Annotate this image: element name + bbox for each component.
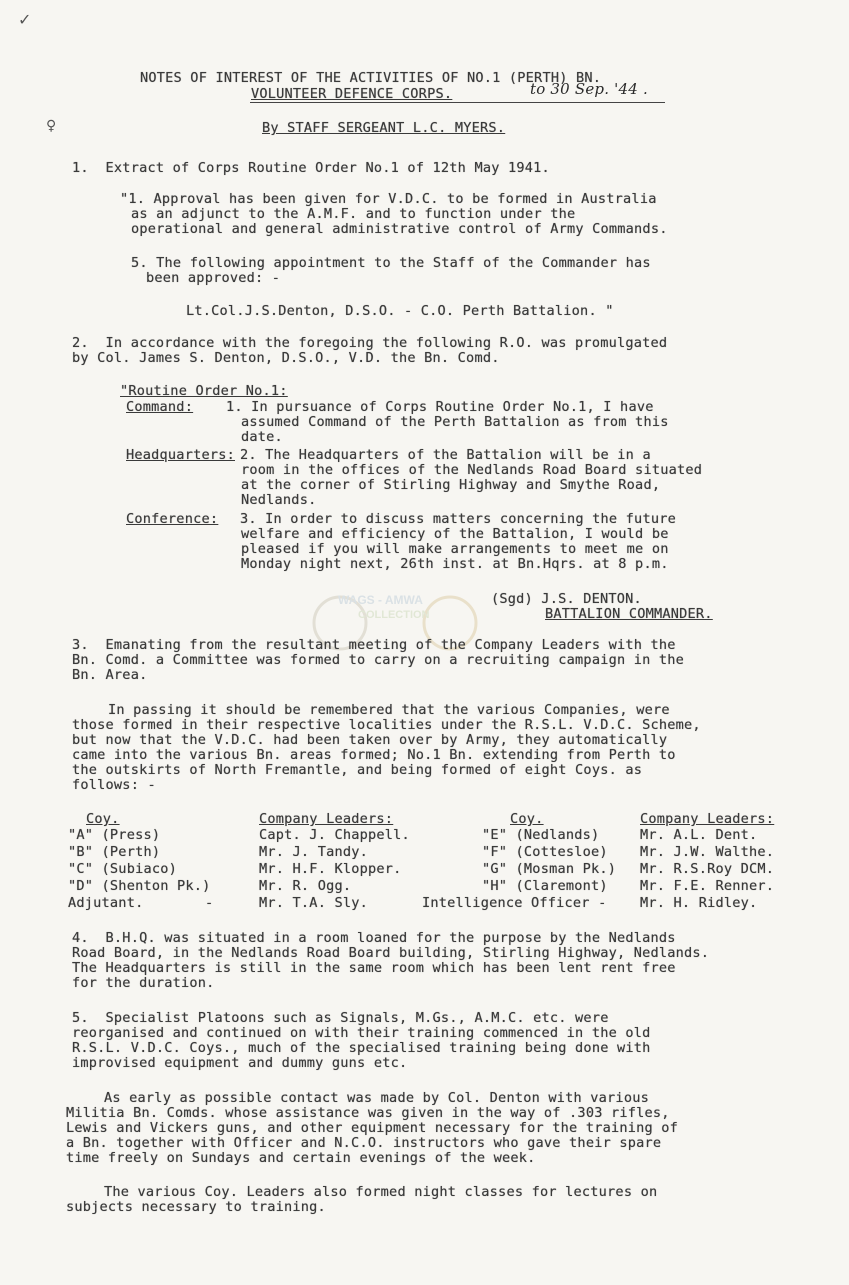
header-company-leaders-2: Company Leaders:: [640, 811, 775, 827]
handwritten-date-note: to 30 Sep. '44 .: [530, 80, 648, 98]
company-d-leader: Mr. R. Ogg.: [259, 878, 352, 894]
conference-label: Conference:: [126, 511, 219, 527]
command-line1: 1. In pursuance of Corps Routine Order No.1, I have: [226, 399, 654, 415]
company-c: "C" (Subiaco): [68, 861, 177, 877]
section1-heading: 1. Extract of Corps Routine Order No.1 of 12th May 1941.: [72, 160, 550, 176]
header-coy-2: Coy.: [510, 811, 544, 827]
section4-line3: The Headquarters is still in the same room which has been lent rent free: [72, 960, 676, 976]
header-coy: Coy.: [86, 811, 120, 827]
section5-para2-line2: Militia Bn. Comds. whose assistance was given in the way of .303 rifles,: [66, 1105, 670, 1121]
section3-para-line2: those formed in their respective localities under the R.S.L. V.D.C. Scheme,: [72, 717, 701, 733]
company-h: "H" (Claremont): [482, 878, 608, 894]
adjutant-label: Adjutant.: [68, 895, 144, 911]
section4-line1: 4. B.H.Q. was situated in a room loaned for the purpose by the Nedlands: [72, 930, 676, 946]
intelligence-officer-name: Mr. H. Ridley.: [640, 895, 758, 911]
adjutant-name: Mr. T.A. Sly.: [259, 895, 368, 911]
company-b: "B" (Perth): [68, 844, 161, 860]
section3-para-line1: In passing it should be remembered that the various Companies, were: [108, 702, 670, 718]
signature-title: BATTALION COMMANDER.: [545, 606, 713, 622]
section5-para3-line1: The various Coy. Leaders also formed night classes for lectures on: [104, 1184, 658, 1200]
headquarters-line3: at the corner of Stirling Highway and Smythe Road,: [241, 477, 661, 493]
section5-para2-line1: As early as possible contact was made by Col. Denton with various: [104, 1090, 649, 1106]
company-g-leader: Mr. R.S.Roy DCM.: [640, 861, 775, 877]
adjutant-dash: -: [205, 895, 214, 911]
company-b-leader: Mr. J. Tandy.: [259, 844, 368, 860]
section2-line1: 2. In accordance with the foregoing the following R.O. was promulgated: [72, 335, 668, 351]
section5-para2-line4: a Bn. together with Officer and N.C.O. instructors who gave their spare: [66, 1135, 662, 1151]
section5-para3-line2: subjects necessary to training.: [66, 1199, 326, 1215]
routine-order-title: "Routine Order No.1:: [120, 383, 288, 399]
conference-line3: pleased if you will make arrangements to meet me on: [241, 541, 669, 557]
document-title-line2: VOLUNTEER DEFENCE CORPS.: [251, 86, 453, 102]
company-c-leader: Mr. H.F. Klopper.: [259, 861, 402, 877]
section5-line1: 5. Specialist Platoons such as Signals, M.Gs., A.M.C. etc. were: [72, 1010, 609, 1026]
watermark-line1: WAGS - AMWA: [338, 593, 423, 607]
section5-line2: reorganised and continued on with their training commenced in the old: [72, 1025, 651, 1041]
company-f-leader: Mr. J.W. Walthe.: [640, 844, 775, 860]
section5-para2-line5: time freely on Sundays and certain evenings of the week.: [66, 1150, 536, 1166]
section3-para-line5: the outskirts of North Fremantle, and being formed of eight Coys. as: [72, 762, 643, 778]
command-line3: date.: [241, 429, 283, 445]
headquarters-line4: Nedlands.: [241, 492, 317, 508]
section5-line4: improvised equipment and dummy guns etc.: [72, 1055, 408, 1071]
document-byline: By STAFF SERGEANT L.C. MYERS.: [262, 120, 506, 136]
corner-pen-mark: ✓: [18, 10, 32, 29]
section4-line4: for the duration.: [72, 975, 215, 991]
conference-line2: welfare and efficiency of the Battalion, I would be: [241, 526, 669, 542]
margin-pin-mark: ♀: [46, 118, 57, 134]
headquarters-line1: 2. The Headquarters of the Battalion will be in a: [240, 447, 651, 463]
section3-line2: Bn. Comd. a Committee was formed to carry on a recruiting campaign in the: [72, 652, 685, 668]
headquarters-line2: room in the offices of the Nedlands Road Board situated: [241, 462, 703, 478]
company-g: "G" (Mosman Pk.): [482, 861, 617, 877]
section1-para5-line1: 5. The following appointment to the Staff of the Commander has: [131, 255, 651, 271]
section5-line3: R.S.L. V.D.C. Coys., much of the specialised training being done with: [72, 1040, 651, 1056]
header-company-leaders: Company Leaders:: [259, 811, 394, 827]
company-h-leader: Mr. F.E. Renner.: [640, 878, 775, 894]
intelligence-officer-label: Intelligence Officer -: [422, 895, 607, 911]
section3-para-line3: but now that the V.D.C. had been taken over by Army, they automatically: [72, 732, 668, 748]
title-underline: [250, 102, 665, 103]
section1-para1-line1: "1. Approval has been given for V.D.C. to be formed in Australia: [120, 191, 657, 207]
section3-para-line6: follows: -: [72, 777, 156, 793]
section5-para2-line3: Lewis and Vickers guns, and other equipment necessary for the training of: [66, 1120, 679, 1136]
section1-para1-line3: operational and general administrative control of Army Commands.: [131, 221, 668, 237]
company-a-leader: Capt. J. Chappell.: [259, 827, 410, 843]
company-d: "D" (Shenton Pk.): [68, 878, 211, 894]
section1-para1-line2: as an adjunct to the A.M.F. and to function under the: [131, 206, 576, 222]
command-line2: assumed Command of the Perth Battalion as from this: [241, 414, 669, 430]
headquarters-label: Headquarters:: [126, 447, 235, 463]
section1-appointment: Lt.Col.J.S.Denton, D.S.O. - C.O. Perth Battalion. ": [186, 303, 614, 319]
section3-line3: Bn. Area.: [72, 667, 148, 683]
watermark-line2: COLLECTION: [358, 609, 430, 621]
section1-para5-line2: been approved: -: [146, 270, 281, 286]
conference-line1: 3. In order to discuss matters concerning the future: [240, 511, 676, 527]
company-e: "E" (Nedlands): [482, 827, 600, 843]
conference-line4: Monday night next, 26th inst. at Bn.Hqrs. at 8 p.m.: [241, 556, 669, 572]
company-a: "A" (Press): [68, 827, 161, 843]
command-label: Command:: [126, 399, 194, 415]
company-e-leader: Mr. A.L. Dent.: [640, 827, 758, 843]
signature-line: (Sgd) J.S. DENTON.: [491, 591, 642, 607]
section2-line2: by Col. James S. Denton, D.S.O., V.D. the Bn. Comd.: [72, 350, 500, 366]
company-f: "F" (Cottesloe): [482, 844, 608, 860]
section3-line1: 3. Emanating from the resultant meeting of the Company Leaders with the: [72, 637, 676, 653]
section4-line2: Road Board, in the Nedlands Road Board building, Stirling Highway, Nedlands.: [72, 945, 710, 961]
section3-para-line4: came into the various Bn. areas formed; No.1 Bn. extending from Perth to: [72, 747, 676, 763]
document-title-line1: NOTES OF INTEREST OF THE ACTIVITIES OF NO.1 (PERTH) BN.: [140, 70, 602, 86]
